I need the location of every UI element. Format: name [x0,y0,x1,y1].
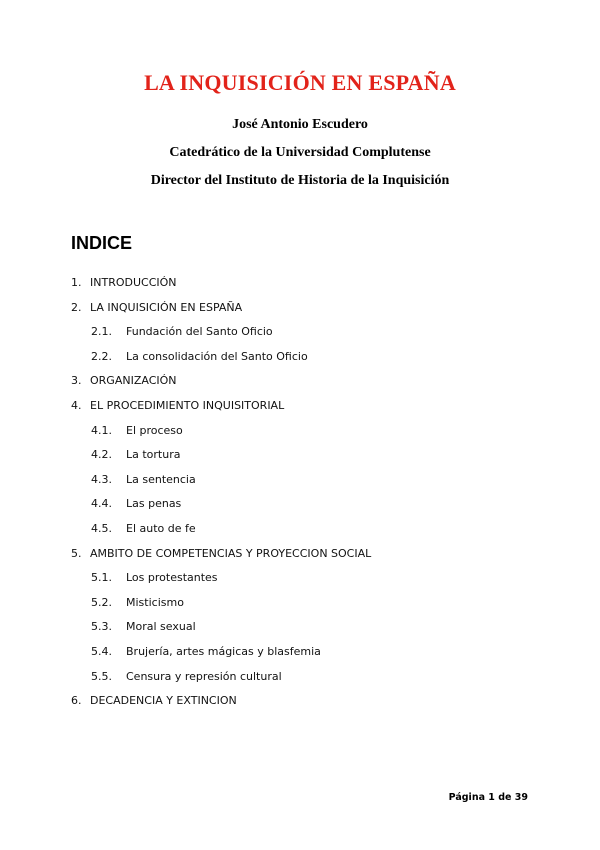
toc-subsection [0,349,600,374]
toc-section [0,546,600,571]
toc-entry-title: DECADENCIA Y EXTINCION [90,694,237,708]
toc-subsection [0,447,600,472]
document-title: LA INQUISICIÓN EN ESPAÑA [144,70,456,95]
toc-subsection [0,570,600,595]
toc-entry-number: 5.1. [91,571,112,585]
toc-entry-title: Moral sexual [126,620,196,634]
toc-entry-title: INTRODUCCIÓN [90,276,177,289]
toc-subsection [0,496,600,521]
toc-entry-number: 2.1. [91,325,112,339]
toc-entry-title: LA INQUISICIÓN EN ESPAÑA [90,300,243,314]
toc-entry-title: Fundación del Santo Oficio [126,325,273,339]
toc-subsection [0,423,600,448]
table-of-contents [0,275,600,718]
toc-entry-title: La consolidación del Santo Oficio [126,349,308,363]
toc-entry-number: 4.2. [91,448,112,462]
toc-section [0,398,600,423]
toc-subsection [0,521,600,546]
toc-entry-number: 4.5. [91,521,112,535]
toc-entry-number: 2.2. [91,349,112,363]
toc-entry-number: 5.2. [91,595,112,609]
toc-entry-title: ORGANIZACIÓN [90,374,177,388]
toc-entry-number: 1. [71,276,82,289]
index-heading: INDICE [71,233,133,253]
toc-entry-title: El auto de fe [126,521,196,535]
page-number: Página 1 de 39 [448,792,528,803]
toc-section [0,693,600,718]
toc-entry-title: EL PROCEDIMIENTO INQUISITORIAL [90,398,285,412]
toc-entry-number: 4. [71,398,82,412]
toc-subsection [0,644,600,669]
author-role-professor: Catedrático de la Universidad Complutense [169,145,431,160]
toc-entry-number: 4.1. [91,423,112,437]
toc-subsection [0,595,600,620]
toc-entry-number: 5.5. [91,669,112,683]
author-role-director: Director del Instituto de Historia de la Inquisición [150,173,450,188]
toc-entry-title: Censura y represión cultural [126,669,282,683]
toc-entry-number: 2. [71,300,82,314]
toc-subsection [0,619,600,644]
toc-entry-number: 4.3. [91,472,112,486]
toc-entry-title: Misticismo [126,595,184,609]
toc-entry-title: La tortura [126,448,181,462]
toc-entry-number: 5.4. [91,644,112,658]
toc-entry-title: Brujería, artes mágicas y blasfemia [126,644,321,658]
toc-section [0,275,600,300]
toc-section [0,300,600,325]
toc-entry-number: 3. [71,374,82,388]
toc-entry-title: AMBITO DE COMPETENCIAS Y PROYECCION SOCIAL [90,546,372,560]
toc-subsection [0,669,600,694]
toc-entry-number: 6. [71,694,82,708]
toc-entry-title: El proceso [126,423,183,437]
toc-entry-number: 4.4. [91,497,112,511]
toc-entry-title: Los protestantes [126,571,218,585]
toc-subsection [0,472,600,497]
toc-entry-number: 5. [71,546,82,560]
toc-section [0,373,600,398]
toc-subsection [0,324,600,349]
toc-entry-title: Las penas [126,497,182,511]
toc-entry-number: 5.3. [91,620,112,634]
author-name: José Antonio Escudero [232,117,368,132]
toc-entry-title: La sentencia [126,472,196,486]
